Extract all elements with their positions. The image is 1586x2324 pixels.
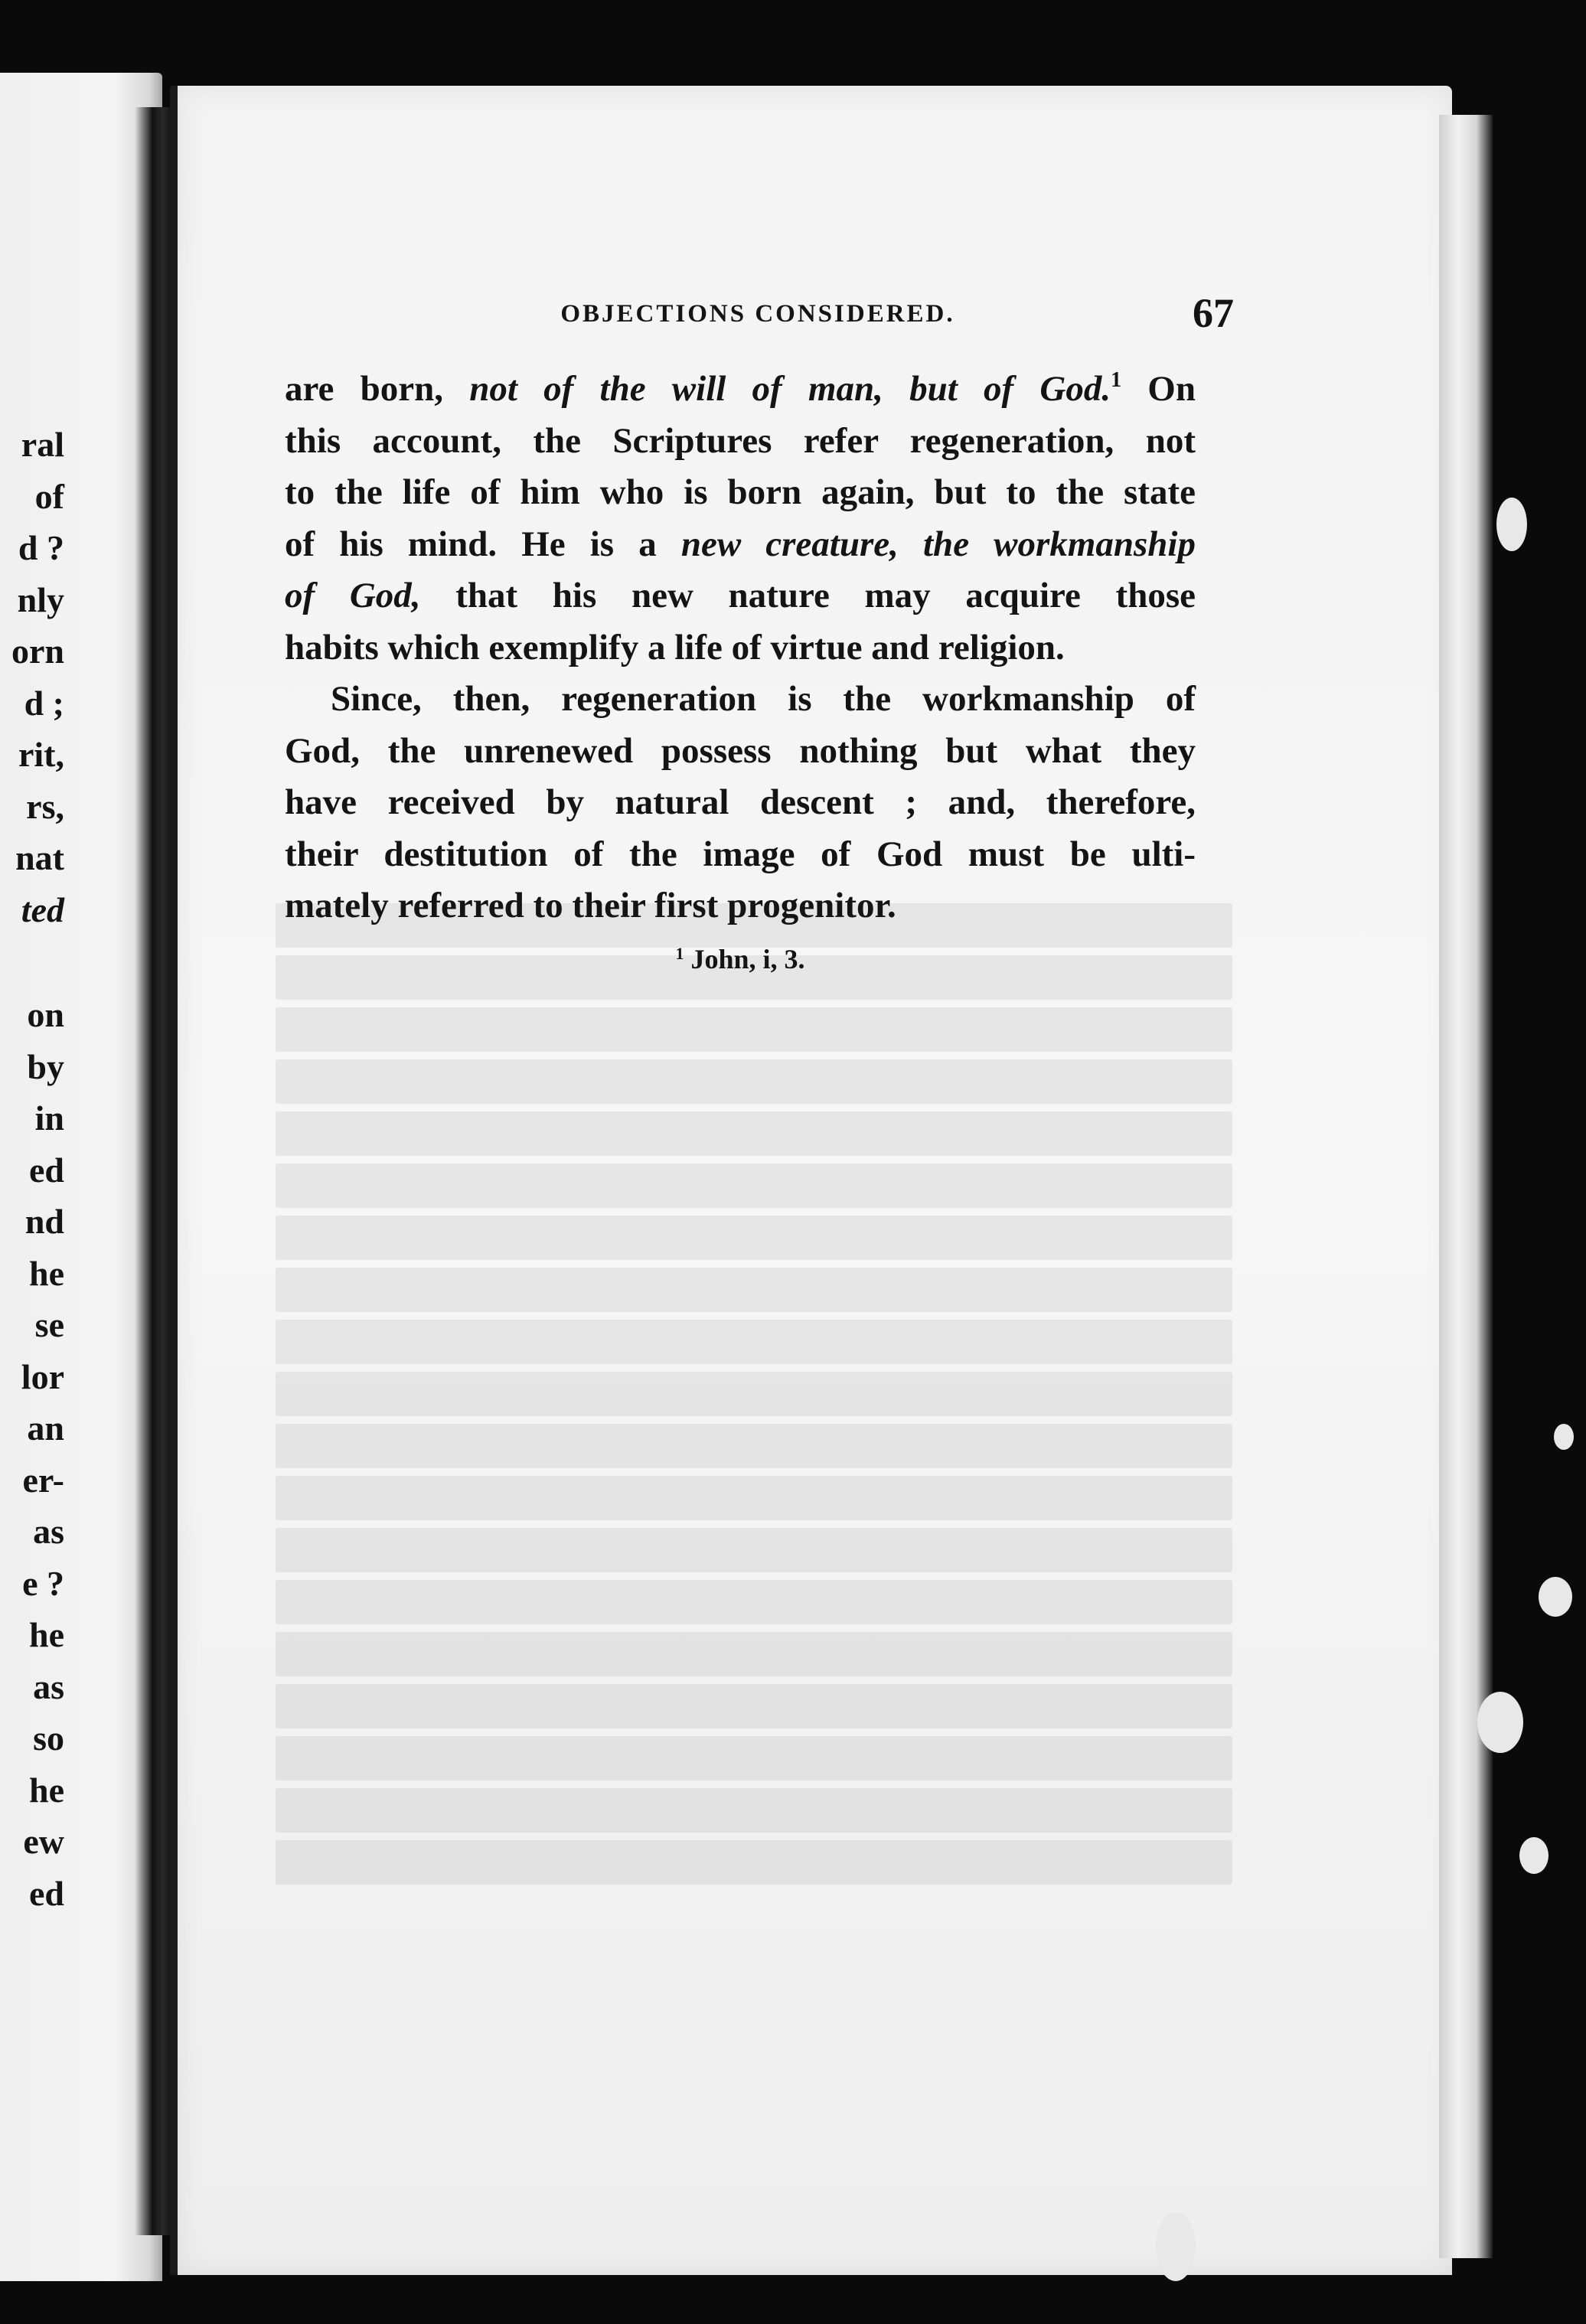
paper-damage-speck	[1554, 1424, 1574, 1450]
footnote-mark: 1	[675, 944, 684, 963]
paragraph-1-line-1: are born, not of the will of man, but of God.$^1$ On	[285, 368, 1196, 409]
footnote	[285, 943, 1196, 975]
left-page-fragment: an	[27, 1408, 64, 1448]
left-page-fragment	[0, 935, 67, 989]
left-page-fragment: so	[33, 1719, 64, 1758]
left-page-fragment: by	[27, 1046, 64, 1086]
left-page-fragment: he	[29, 1770, 64, 1810]
scripture-quote: new creature, the workmanship	[680, 524, 1196, 564]
left-page-fragment: er-	[22, 1460, 64, 1500]
left-page-fragment: ed	[29, 1873, 64, 1913]
paragraph-2-line-2: God, the unrenewed possess nothing but what they	[285, 730, 1196, 771]
paragraph-1-line-2: this account, the Scriptures refer regeneration, not	[285, 420, 1196, 461]
page-body	[285, 364, 1196, 932]
left-page-fragment: as	[33, 1512, 64, 1551]
left-page-fragment: rit,	[18, 735, 64, 774]
left-page-fragment: he	[29, 1253, 64, 1293]
left-page-fragment: d ?	[18, 528, 64, 567]
page-stack-edge	[1439, 115, 1493, 2258]
left-page-fragment: nd	[24, 1202, 64, 1241]
left-page-fragment: lor	[21, 1356, 64, 1396]
paper-damage-speck	[1496, 498, 1527, 551]
book-gutter	[135, 107, 175, 2235]
paragraph-2-line-4: their destitution of the image of God must be ulti-	[285, 834, 1196, 874]
paragraph-2-line-5: mately referred to their first progenitor.	[285, 886, 896, 925]
left-page-fragment: ral	[21, 425, 64, 464]
left-page-fragment: nat	[15, 838, 64, 877]
page-number: 67	[1193, 290, 1234, 336]
paper-damage-speck	[1519, 1837, 1548, 1874]
left-page-fragment: ed	[29, 1150, 64, 1190]
paper-damage-speck	[1539, 1577, 1572, 1617]
paragraph-1-line-5: of God, that his new nature may acquire those	[285, 576, 1196, 615]
paragraph-2-line-3: have received by natural descent ; and, therefore,	[285, 782, 1196, 822]
left-page-fragment: he	[29, 1615, 64, 1654]
left-page-fragment: on	[27, 995, 64, 1034]
left-page-fragment: in	[34, 1098, 64, 1138]
left-page-fragment: se	[34, 1305, 64, 1344]
scripture-quote: of God,	[285, 576, 421, 615]
left-page-fragment: ew	[23, 1822, 64, 1861]
paragraph-1-line-4: of his mind. He is a new creature, the workmanship	[285, 524, 1196, 564]
paragraph-2-line-1: Since, then, regeneration is the workmanship of	[331, 679, 1196, 719]
left-page-fragment: d ;	[24, 683, 64, 723]
left-page-fragment: of	[34, 476, 64, 516]
running-head: OBJECTIONS CONSIDERED.	[560, 300, 955, 328]
left-page-fragment: rs,	[26, 786, 64, 826]
footnote-text: John, i, 3.	[684, 944, 805, 974]
left-page-fragment: ted	[21, 889, 64, 929]
paper-damage-speck	[1477, 1692, 1523, 1753]
left-page-fragment: e ?	[22, 1563, 64, 1603]
left-page-fragment: as	[33, 1666, 64, 1706]
left-page-fragment: nly	[17, 579, 64, 619]
show-through-text	[276, 903, 1232, 1914]
paragraph-1-line-3: to the life of him who is born again, but to the state	[285, 472, 1196, 512]
scripture-quote: not of the will of man, but of God.	[469, 369, 1111, 409]
paragraph-1-line-6: habits which exemplify a life of virtue and religion.	[285, 627, 1065, 667]
left-page-fragment: orn	[11, 632, 64, 671]
paper-damage-speck	[1156, 2212, 1196, 2281]
previous-page-text-fragments	[0, 419, 67, 1919]
footnote-reference: 1	[1111, 368, 1122, 392]
